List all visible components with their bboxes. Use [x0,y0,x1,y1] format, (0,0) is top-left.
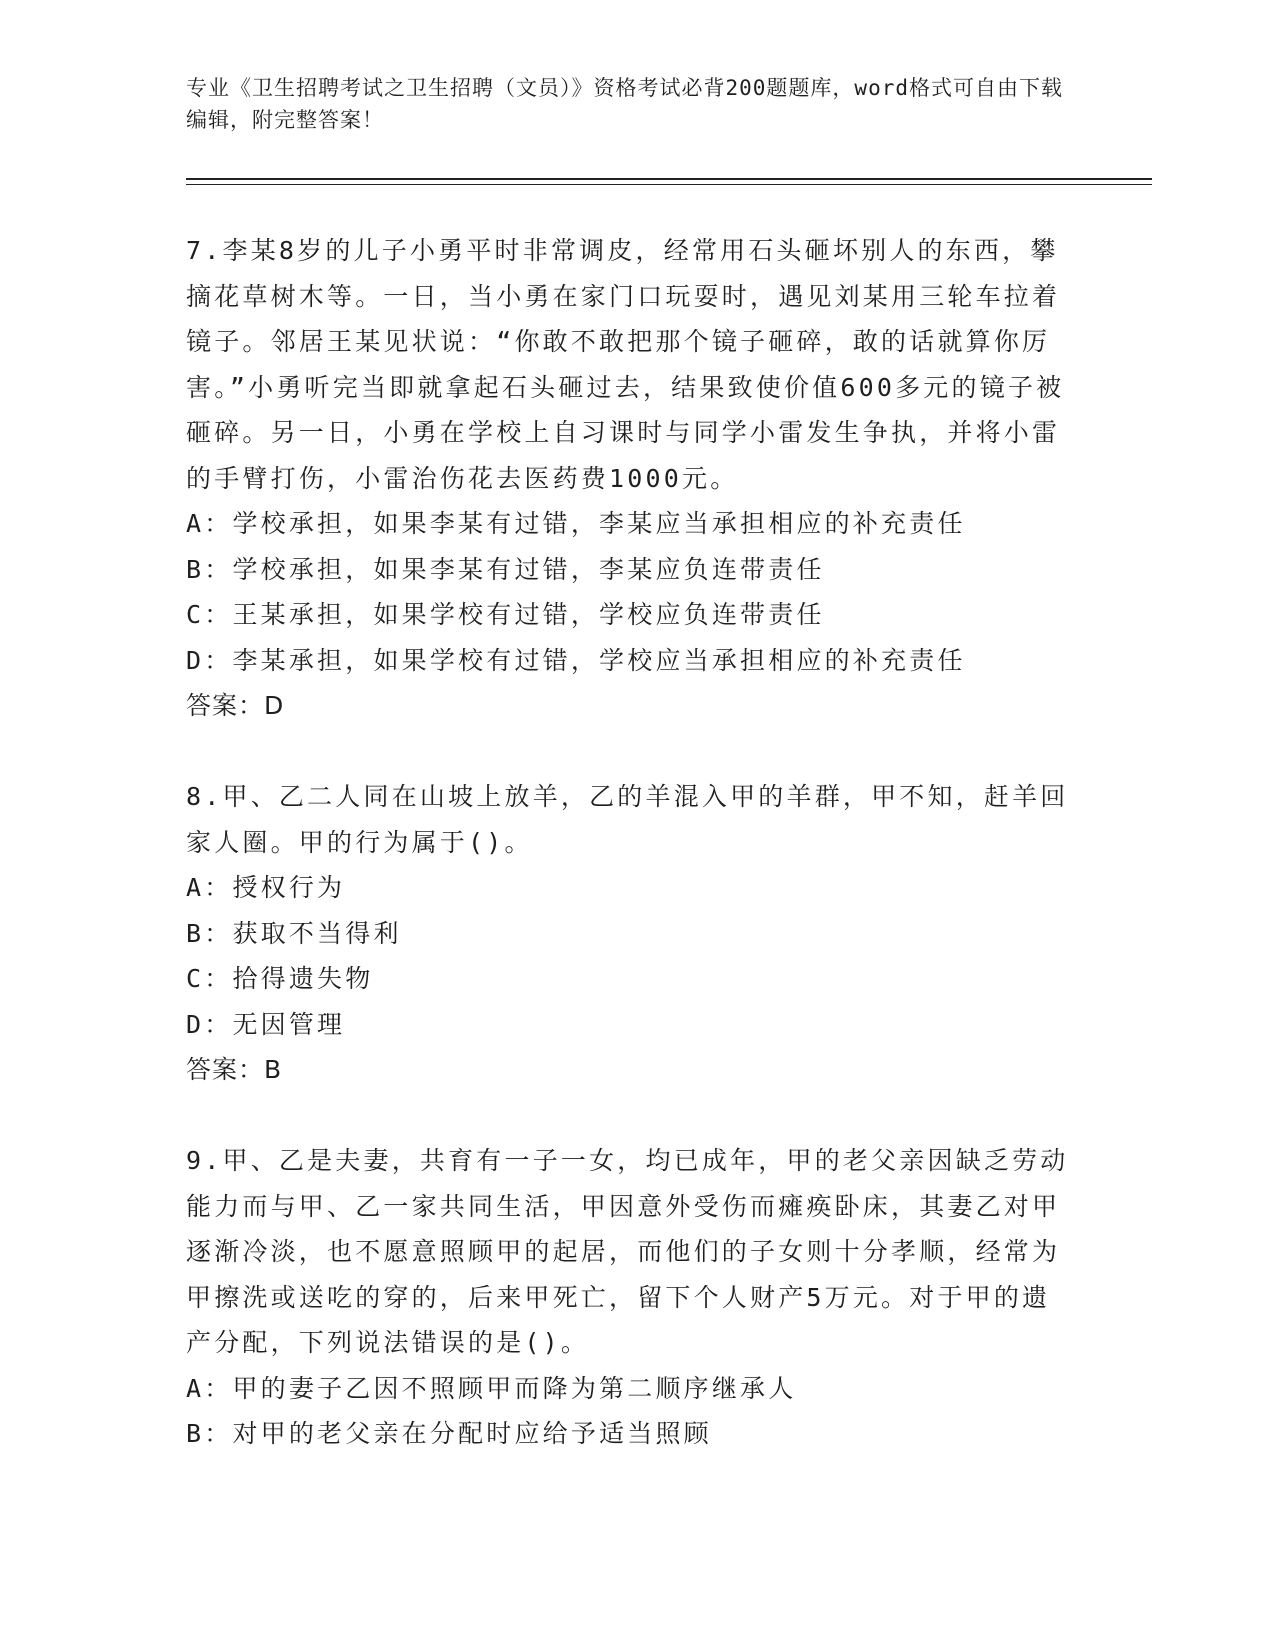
option-b: B：学校承担，如果李某有过错，李某应负连带责任 [186,554,825,584]
answer-line: 答案：D [186,691,285,720]
option-d: D：无因管理 [186,1009,346,1039]
answer-line: 答案：B [186,1055,283,1084]
header-rule-bottom [186,184,1152,185]
question-spacer [186,729,1076,775]
option-c: C：王某承担，如果学校有过错，学校应负连带责任 [186,600,825,629]
question-stem: 8.甲、乙二人同在山坡上放羊，乙的羊混入甲的羊群，甲不知，赶羊回家人圈。甲的行为属于()。 [186,782,1069,857]
question-list [186,228,1076,1457]
option-d: D：李某承担，如果学校有过错，学校应当承担相应的补充责任 [186,645,966,675]
question-9 [186,1138,1076,1457]
document-header-title: 专业《卫生招聘考试之卫生招聘（文员）》资格考试必背200题题库，word格式可自由下载编辑，附完整答案！ [186,76,1063,132]
question-7 [186,228,1076,729]
option-b: B：获取不当得利 [186,918,402,948]
option-a: A：甲的妻子乙因不照顾甲而降为第二顺序继承人 [186,1373,797,1403]
option-b: B：对甲的老父亲在分配时应给予适当照顾 [186,1419,712,1448]
question-spacer [186,1093,1076,1139]
header-rule-top [186,178,1152,180]
option-c: C：拾得遗失物 [186,964,374,993]
question-stem: 7.李某8岁的儿子小勇平时非常调皮，经常用石头砸坏别人的东西，攀摘花草树木等。一日，当小勇在家门口玩耍时，遇见刘某用三轮车拉着镜子。邻居王某见状说：“你敢不敢把那个镜子砸碎，敢的话就算你厉害。”小勇听完当即就拿起石头砸过去，结果致使价值600多元的镜子被砸碎。另一日，小勇在学校上自习课时与同学小雷发生争执，并将小雷的手臂打伤，小雷治伤花去医药费1000元。 [186,236,1065,493]
question-8 [186,774,1076,1093]
option-a: A：授权行为 [186,873,346,902]
question-stem: 9.甲、乙是夫妻，共育有一子一女，均已成年，甲的老父亲因缺乏劳动能力而与甲、乙一家共同生活，甲因意外受伤而瘫痪卧床，其妻乙对甲逐渐冷淡，也不愿意照顾甲的起居，而他们的子女则十分孝顺，经常为甲擦洗或送吃的穿的，后来甲死亡，留下个人财产5万元。对于甲的遗产分配，下列说法错误的是()。 [186,1146,1069,1357]
option-a: A：学校承担，如果李某有过错，李某应当承担相应的补充责任 [186,509,966,538]
